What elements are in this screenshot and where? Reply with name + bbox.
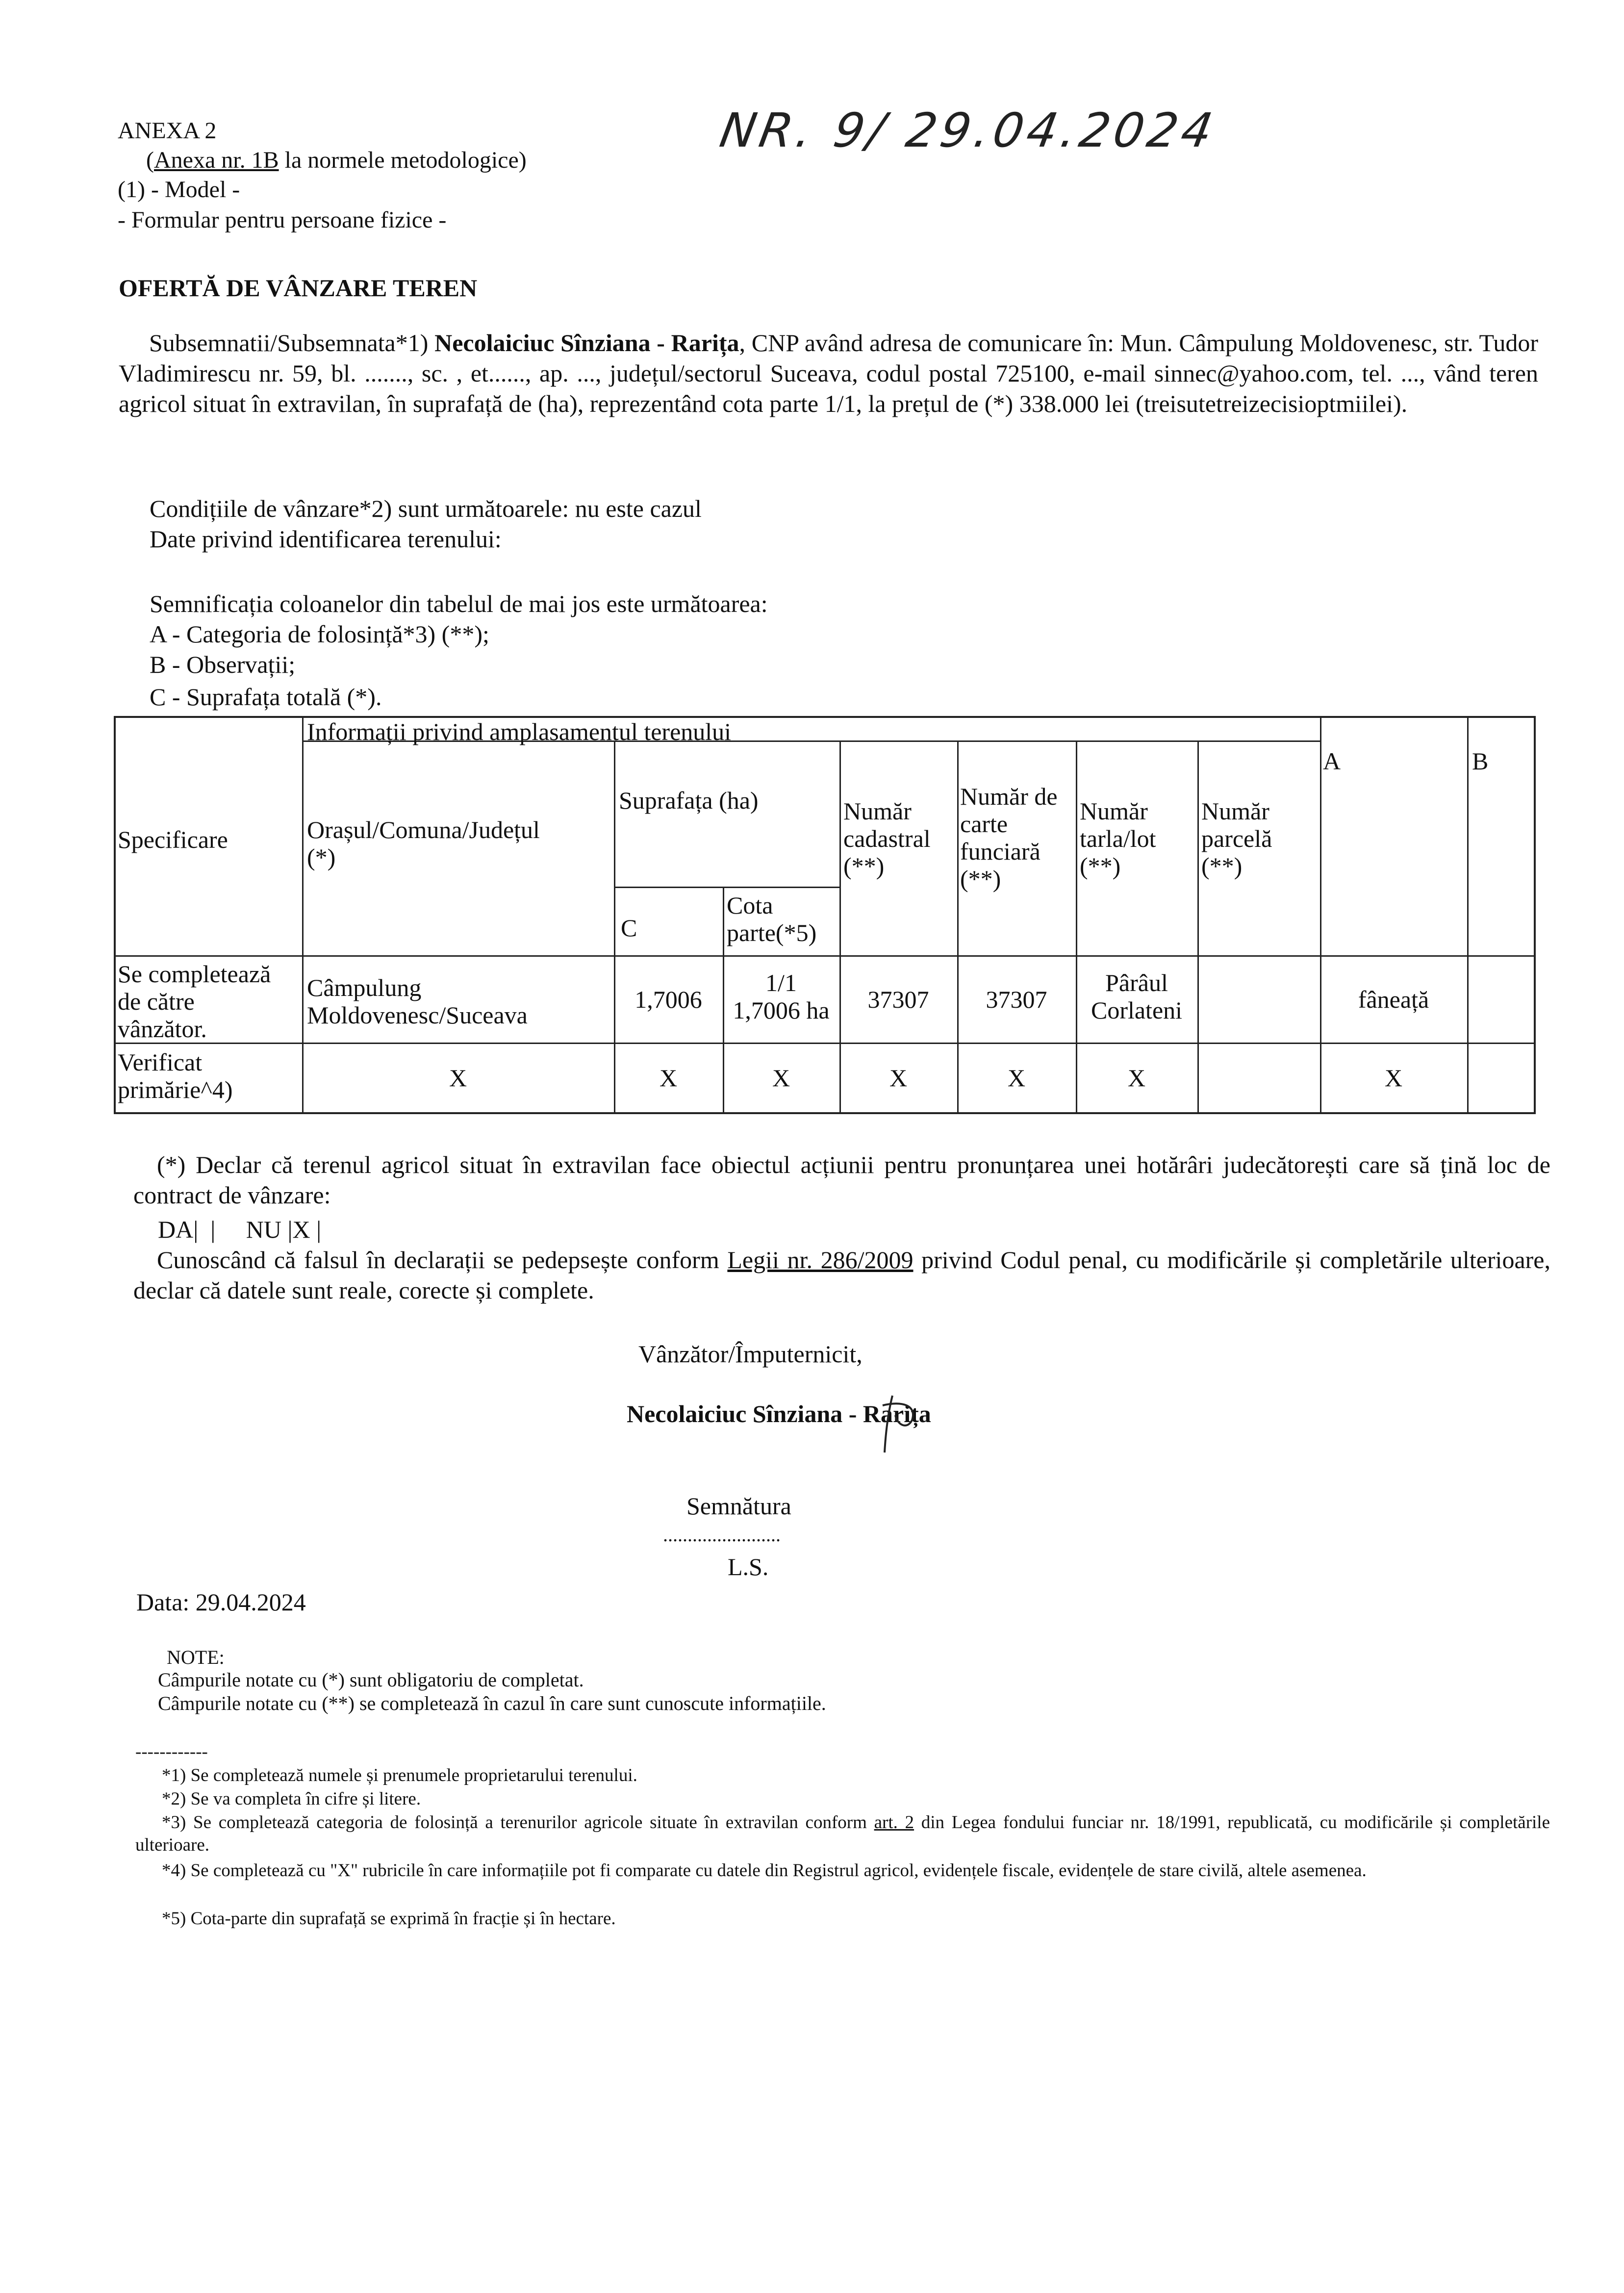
rule-area-subheader [614, 887, 839, 888]
legend-a: A - Categoria de folosință*3) (**); [150, 620, 489, 648]
row-seller-share: 1/1 1,7006 ha [733, 969, 830, 1024]
row-seller-land-book: 37307 [986, 986, 1047, 1013]
group-header: Informații privind amplasamentul terenului [307, 718, 732, 745]
signer-name: Necolaiciuc Sînziana - Rarița [627, 1400, 931, 1427]
seller-name: Necolaiciuc Sînziana - Rarița [434, 329, 739, 357]
signature-scribble [873, 1386, 932, 1454]
rule-header-bottom [116, 955, 1536, 957]
note-line-1: Câmpurile notate cu (*) sunt obligatoriu de completat. [158, 1669, 584, 1691]
footnote-3 [135, 1811, 1550, 1857]
model-label: (1) - Model - [118, 177, 240, 203]
document-date: Data: 29.04.2024 [136, 1588, 306, 1616]
row-seller-plot: Pârâul Corlateni [1091, 969, 1183, 1024]
stamp-label: L.S. [728, 1553, 769, 1580]
declaration-options: DA| | NU |X | [158, 1216, 322, 1243]
signature-label: Semnătura [686, 1492, 791, 1520]
land-table [114, 716, 1536, 1114]
col-divider-1 [302, 718, 304, 1114]
row-verified-share: X [772, 1064, 790, 1092]
rule-seller-row [116, 1043, 1536, 1044]
annex-ref-suffix: la normele metodologice) [279, 147, 527, 173]
intro-lead: Subsemnatii/Subsemnata*1) [149, 329, 435, 357]
row-verified-category: X [1384, 1064, 1403, 1092]
annex-reference [146, 146, 527, 175]
col-divider-7 [1197, 740, 1199, 1114]
row-seller-category: fâneață [1358, 986, 1429, 1013]
footnote-separator: ------------ [135, 1742, 208, 1762]
row-seller-area-c: 1,7006 [634, 986, 702, 1013]
row-verified-label: Verificat primărie^4) [118, 1048, 233, 1103]
sale-conditions: Condițiile de vânzare*2) sunt următoarele: nu este cazul [150, 495, 702, 522]
note-heading: NOTE: [167, 1646, 225, 1668]
law-declaration [133, 1245, 1550, 1305]
court-declaration: (*) Declar că terenul agricol situat în extravilan face obiectul acțiunii pentru pronunțarea unei hotărâri judecătorești care să țină loc de contract de vânzare: [133, 1151, 1550, 1209]
signer-role: Vânzător/Împuternicit, [638, 1340, 863, 1368]
footnote-3-link[interactable]: art. 2 [874, 1812, 914, 1833]
footnote-2: *2) Se va completa în cifre și litere. [162, 1789, 421, 1809]
col-divider-6 [1076, 740, 1077, 1114]
header-cadastral: Număr cadastral (**) [843, 797, 931, 880]
footnote-4: *4) Se completează cu "X" rubricile în care informațiile pot fi comparate cu datele din Registrul agricol, evidențele fiscale, evidențele de stare civilă, altele asemenea. [162, 1860, 1367, 1881]
law-suffix: privind Codul penal, cu modificările și completările ulterioare, declar că datele sunt reale, corecte și complete. [133, 1246, 1550, 1304]
col-divider-4 [839, 740, 841, 1114]
header-location: Orașul/Comuna/Județul (*) [307, 816, 540, 871]
footnote-3-prefix: *3) Se completează categoria de folosință a terenurilor agricole situate în extravilan conform [162, 1812, 874, 1833]
row-verified-area-c: X [659, 1064, 678, 1092]
row-verified-land-book: X [1007, 1064, 1026, 1092]
row-verified-plot: X [1127, 1064, 1146, 1092]
header-area-share: Cota parte(*5) [727, 892, 817, 946]
footnote-3-suffix: din Legea fondului funciar nr. 18/1991, republicată, cu modificările și completările ulterioare. [135, 1812, 1550, 1855]
col-divider-5 [957, 740, 959, 1114]
signature-line[interactable]: ........................ [663, 1524, 781, 1546]
intro-paragraph [119, 328, 1538, 419]
footnote-1: *1) Se completează numele și prenumele proprietarului terenului. [162, 1765, 637, 1785]
legend-heading: Semnificația coloanelor din tabelul de mai jos este următoarea: [150, 590, 768, 617]
header-area-c: C [621, 914, 637, 942]
col-divider-2 [614, 740, 615, 1114]
row-seller-cadastral: 37307 [867, 986, 929, 1013]
header-area: Suprafața (ha) [619, 787, 759, 814]
header-parcel: Număr parcelă (**) [1201, 797, 1272, 880]
document-title: OFERTĂ DE VÂNZARE TEREN [119, 274, 478, 302]
row-verified-location: X [449, 1064, 467, 1092]
annex-ref-link[interactable]: Anexa nr. 1B [153, 147, 279, 173]
footnote-5: *5) Cota-parte din suprafață se exprimă în fracție și în hectare. [162, 1909, 616, 1929]
col-divider-9 [1467, 718, 1469, 1114]
row-seller-label: Se completează de către vânzător. [118, 960, 271, 1043]
annex-label: ANEXA 2 [118, 118, 217, 144]
header-plot: Număr tarla/lot (**) [1080, 797, 1156, 880]
legend-b: B - Observații; [150, 651, 296, 678]
annex-ref-open: ( [146, 147, 154, 173]
identification-heading: Date privind identificarea terenului: [150, 525, 502, 553]
handwritten-registration-number: NR. 9/ 29.04.2024 [716, 103, 1221, 158]
header-b: B [1472, 747, 1489, 775]
legend-c: C - Suprafața totală (*). [150, 683, 382, 711]
header-a: A [1323, 747, 1341, 775]
law-prefix: Cunoscând că falsul în declarații se pedepsește conform [157, 1246, 728, 1274]
row-seller-location: Câmpulung Moldovenesc/Suceava [307, 974, 528, 1029]
header-specificare: Specificare [118, 826, 228, 853]
col-divider-8 [1320, 718, 1321, 1114]
form-type-label: - Formular pentru persoane fizice - [118, 207, 447, 233]
intro-body: , CNP având adresa de comunicare în: Mun. Câmpulung Moldovenesc, str. Tudor Vladimirescu nr. 59, bl. ......., sc. , et......, ap. ..., județul/sectorul Suceava, codul postal 725100, e-mail sinnec@yahoo.com, tel. ..., vând teren agricol situat în extravilan, în suprafață de (ha), reprezentând cota parte 1/1, la prețul de (*) 338.000 lei (treisutetreizecisioptmiilei). [119, 329, 1538, 417]
note-line-2: Câmpurile notate cu (**) se completează în cazul în care sunt cunoscute informațiile. [158, 1692, 826, 1714]
row-verified-cadastral: X [889, 1064, 908, 1092]
law-link[interactable]: Legii nr. 286/2009 [727, 1246, 914, 1274]
header-land-book: Număr de carte funciară (**) [960, 783, 1058, 892]
